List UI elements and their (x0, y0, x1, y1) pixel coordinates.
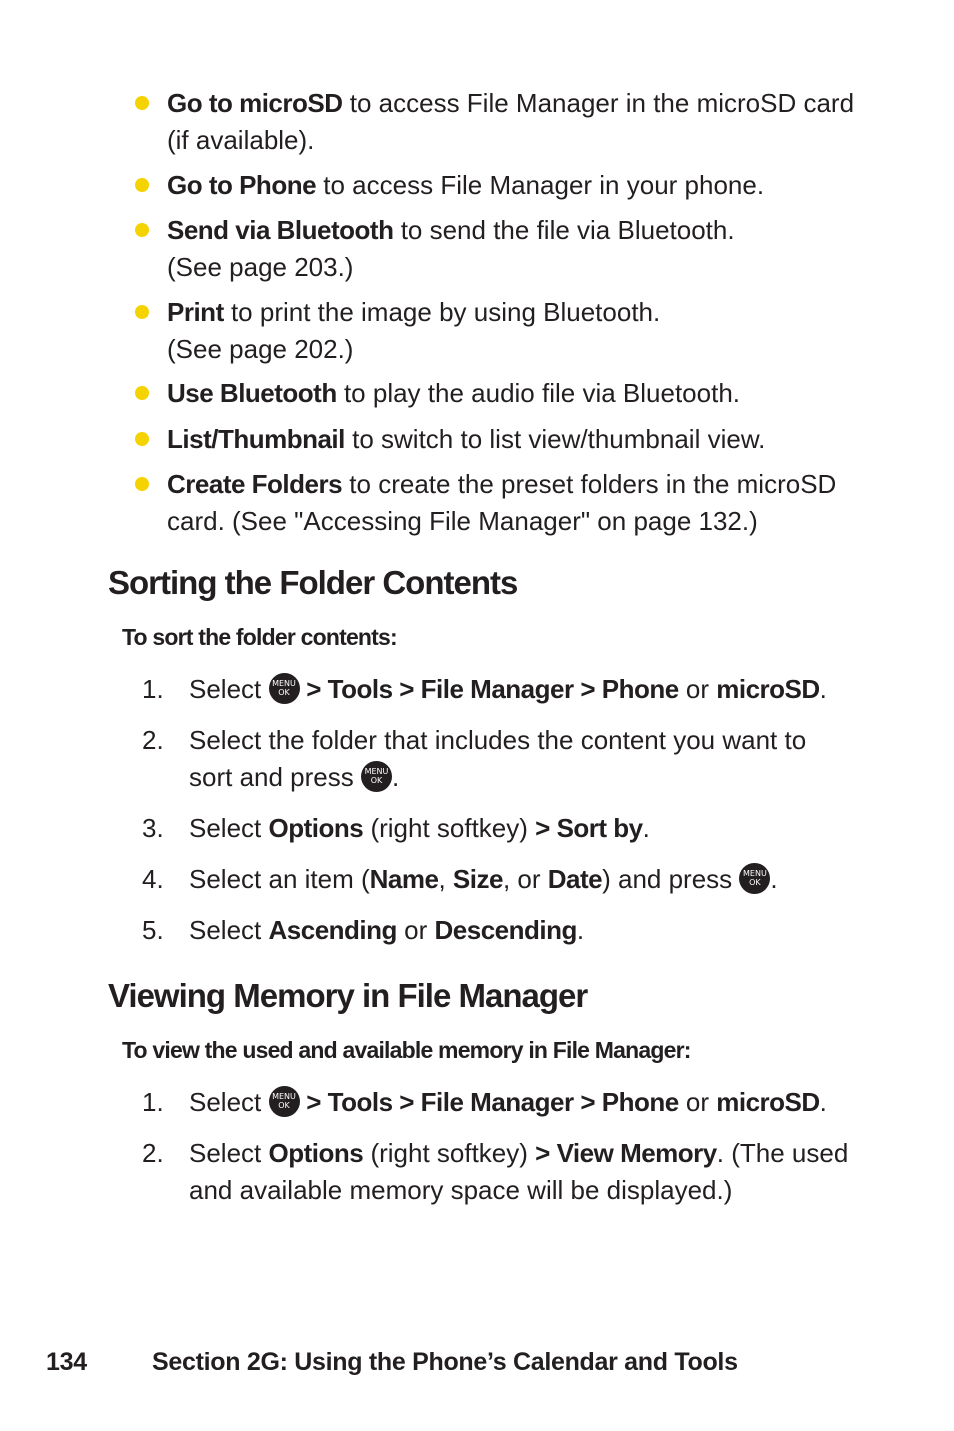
step-text: Select Ascending or Descending. (189, 915, 585, 945)
menu-ok-key-icon: MENU OK (269, 1086, 300, 1117)
menu-ok-key-icon: MENU OK (361, 761, 392, 792)
step-text: Select MENU OK > Tools > File Manager > Phone or microSD. (189, 1087, 827, 1117)
step-text: Select the folder that includes the content you want to sort and press MENU OK . (189, 725, 807, 792)
step-text: Select Options (right softkey) > View Memory. (The used and available memory space will be displayed.) (189, 1138, 849, 1205)
page-number: 134 (46, 1348, 87, 1376)
bullet-item: Print to print the image by using Bluetooth. (See page 202.) (167, 297, 661, 364)
instruction-lead: To view the used and available memory in File Manager: (122, 1037, 691, 1063)
bullet-item: Go to Phone to access File Manager in your phone. (167, 170, 765, 200)
bullet-dot (135, 223, 149, 237)
step-number: 4. (142, 864, 164, 894)
bullet-item: Use Bluetooth to play the audio file via Bluetooth. (167, 378, 741, 408)
step-number: 2. (142, 725, 164, 755)
step-number: 3. (142, 813, 164, 843)
step-text: Select Options (right softkey) > Sort by. (189, 813, 650, 843)
bullet-item: Create Folders to create the preset folders in the microSD card. (See "Accessing File Manager" on page 132.) (167, 469, 837, 536)
bullet-dot (135, 305, 149, 319)
step-number: 5. (142, 915, 164, 945)
bullet-dot (135, 477, 149, 491)
bullet-dot (135, 96, 149, 110)
bullet-dot (135, 432, 149, 446)
bullet-item: Send via Bluetooth to send the file via Bluetooth. (See page 203.) (167, 215, 735, 282)
bullet-item: Go to microSD to access File Manager in the microSD card (if available). (167, 88, 855, 155)
bullet-dot (135, 386, 149, 400)
menu-ok-key-icon: MENU OK (739, 863, 770, 894)
section-footer: Section 2G: Using the Phone’s Calendar and Tools (152, 1348, 738, 1376)
step-text: Select MENU OK > Tools > File Manager > Phone or microSD. (189, 674, 827, 704)
bullet-item: List/Thumbnail to switch to list view/thumbnail view. (167, 424, 766, 454)
section-heading-viewing: Viewing Memory in File Manager (108, 977, 588, 1014)
step-number: 2. (142, 1138, 164, 1168)
step-number: 1. (142, 1087, 164, 1117)
section-heading-sorting: Sorting the Folder Contents (108, 564, 518, 601)
bullet-dot (135, 178, 149, 192)
menu-ok-key-icon: MENU OK (269, 673, 300, 704)
step-text: Select an item (Name, Size, or Date) and press MENU OK . (189, 864, 778, 894)
instruction-lead: To sort the folder contents: (122, 624, 397, 650)
step-number: 1. (142, 674, 164, 704)
